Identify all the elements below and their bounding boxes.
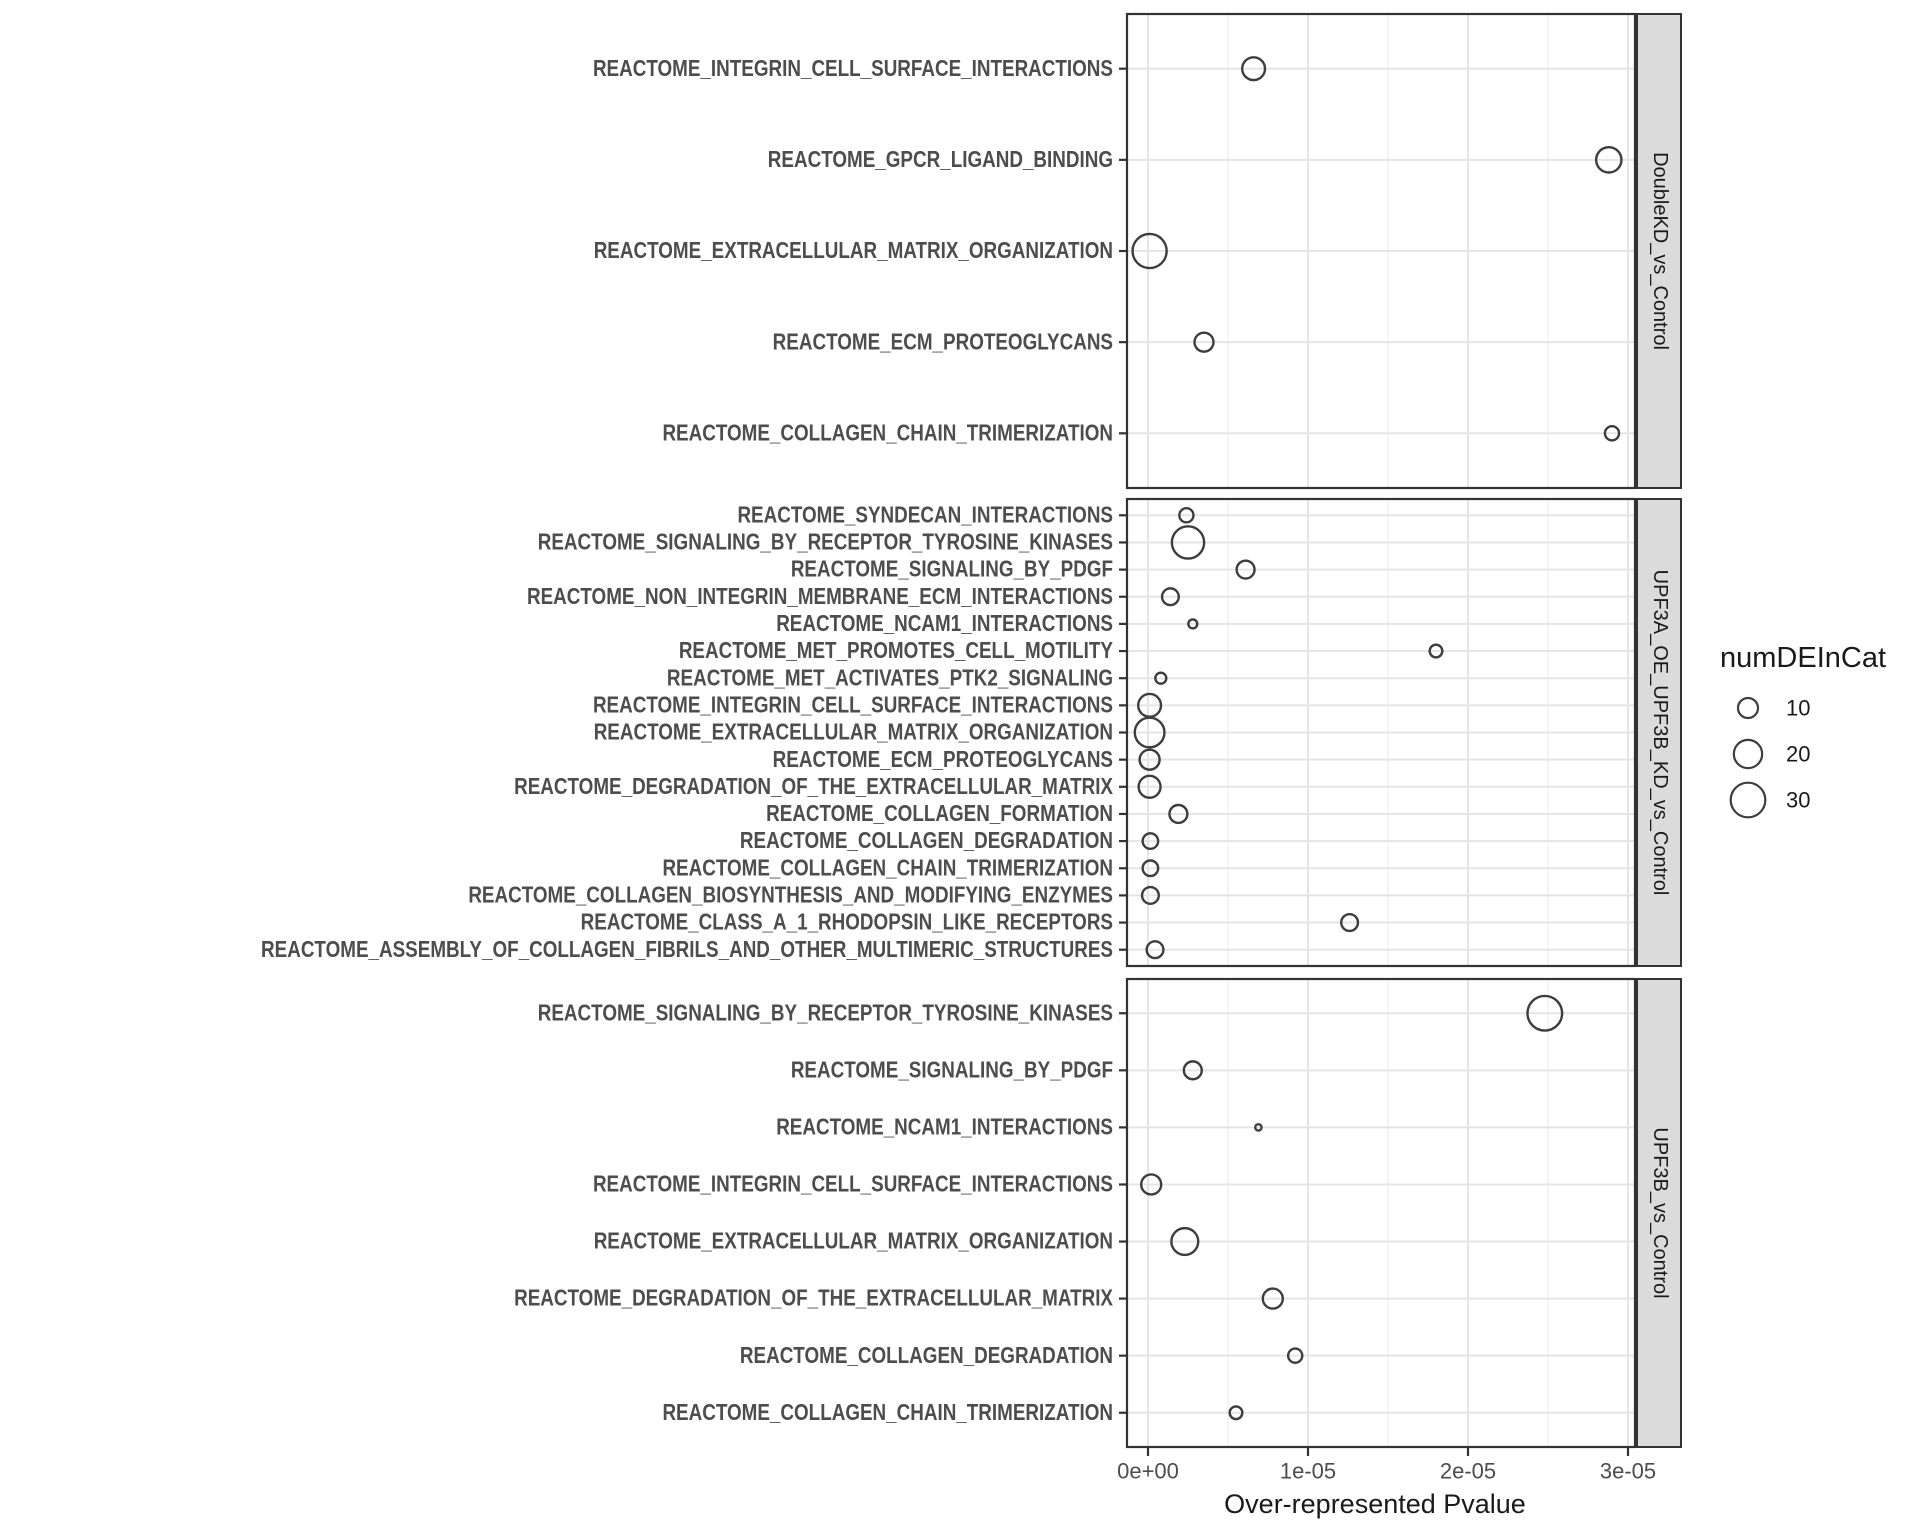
y-axis-label: REACTOME_COLLAGEN_CHAIN_TRIMERIZATION: [662, 855, 1113, 881]
y-axis-label: REACTOME_GPCR_LIGAND_BINDING: [767, 147, 1113, 173]
y-axis-label: REACTOME_NCAM1_INTERACTIONS: [776, 1114, 1113, 1140]
x-axis-title: Over-represented Pvalue: [1224, 1489, 1526, 1519]
legend-title: numDEInCat: [1720, 642, 1887, 674]
facet-strip-label: UPF3B_vs_Control: [1649, 1127, 1671, 1299]
y-axis-label: REACTOME_INTEGRIN_CELL_SURFACE_INTERACTIONS: [592, 56, 1113, 82]
y-axis-label: REACTOME_NCAM1_INTERACTIONS: [776, 611, 1113, 637]
y-axis-label: REACTOME_NON_INTEGRIN_MEMBRANE_ECM_INTERACTIONS: [526, 584, 1113, 610]
y-axis-label: REACTOME_ASSEMBLY_OF_COLLAGEN_FIBRILS_AND_OTHER_MULTIMERIC_STRUCTURES: [261, 937, 1114, 963]
y-axis-label: REACTOME_INTEGRIN_CELL_SURFACE_INTERACTIONS: [592, 1171, 1113, 1198]
legend-key-label: 20: [1786, 741, 1811, 767]
y-axis-label: REACTOME_EXTRACELLULAR_MATRIX_ORGANIZATION: [593, 1228, 1113, 1255]
y-axis-label: REACTOME_EXTRACELLULAR_MATRIX_ORGANIZATION: [593, 719, 1113, 746]
y-axis-label: REACTOME_MET_ACTIVATES_PTK2_SIGNALING: [666, 665, 1113, 691]
y-axis-label: REACTOME_MET_PROMOTES_CELL_MOTILITY: [678, 638, 1113, 664]
facet-strip-label: UPF3A_OE_UPF3B_KD_vs_Control: [1649, 569, 1671, 896]
y-axis-label: REACTOME_COLLAGEN_CHAIN_TRIMERIZATION: [662, 1400, 1113, 1426]
y-axis-label: REACTOME_SIGNALING_BY_PDGF: [790, 1057, 1113, 1083]
y-axis-label: REACTOME_DEGRADATION_OF_THE_EXTRACELLULAR_MATRIX: [514, 774, 1113, 800]
y-axis-label: REACTOME_COLLAGEN_FORMATION: [766, 801, 1113, 827]
y-axis-label: REACTOME_COLLAGEN_BIOSYNTHESIS_AND_MODIFYING_ENZYMES: [468, 882, 1113, 908]
legend-key-label: 30: [1786, 787, 1811, 813]
y-axis-label: REACTOME_ECM_PROTEOGLYCANS: [772, 329, 1113, 355]
y-axis-label: REACTOME_SYNDECAN_INTERACTIONS: [737, 502, 1113, 528]
facet-strip-label: DoubleKD_vs_Control: [1649, 152, 1671, 350]
x-tick-label: 2e-05: [1439, 1458, 1497, 1484]
legend-key-label: 10: [1786, 695, 1811, 721]
x-tick-label: 1e-05: [1279, 1458, 1337, 1484]
x-tick-label: 3e-05: [1599, 1458, 1657, 1484]
y-axis-label: REACTOME_DEGRADATION_OF_THE_EXTRACELLULAR_MATRIX: [514, 1286, 1113, 1312]
y-axis-label: REACTOME_SIGNALING_BY_PDGF: [790, 557, 1113, 583]
x-tick-label: 0e+00: [1117, 1458, 1179, 1484]
y-axis-label: REACTOME_INTEGRIN_CELL_SURFACE_INTERACTIONS: [592, 692, 1113, 718]
facet-panel-background: [1127, 979, 1635, 1447]
y-axis-label: REACTOME_COLLAGEN_DEGRADATION: [739, 1343, 1113, 1369]
y-axis-label: REACTOME_SIGNALING_BY_RECEPTOR_TYROSINE_KINASES: [537, 1000, 1113, 1026]
y-axis-label: REACTOME_COLLAGEN_CHAIN_TRIMERIZATION: [662, 420, 1113, 446]
y-axis-label: REACTOME_ECM_PROTEOGLYCANS: [772, 747, 1113, 773]
y-axis-label: REACTOME_CLASS_A_1_RHODOPSIN_LIKE_RECEPTORS: [580, 909, 1113, 936]
y-axis-label: REACTOME_SIGNALING_BY_RECEPTOR_TYROSINE_KINASES: [537, 529, 1113, 556]
y-axis-label: REACTOME_EXTRACELLULAR_MATRIX_ORGANIZATION: [593, 238, 1113, 264]
y-axis-label: REACTOME_COLLAGEN_DEGRADATION: [739, 828, 1113, 854]
